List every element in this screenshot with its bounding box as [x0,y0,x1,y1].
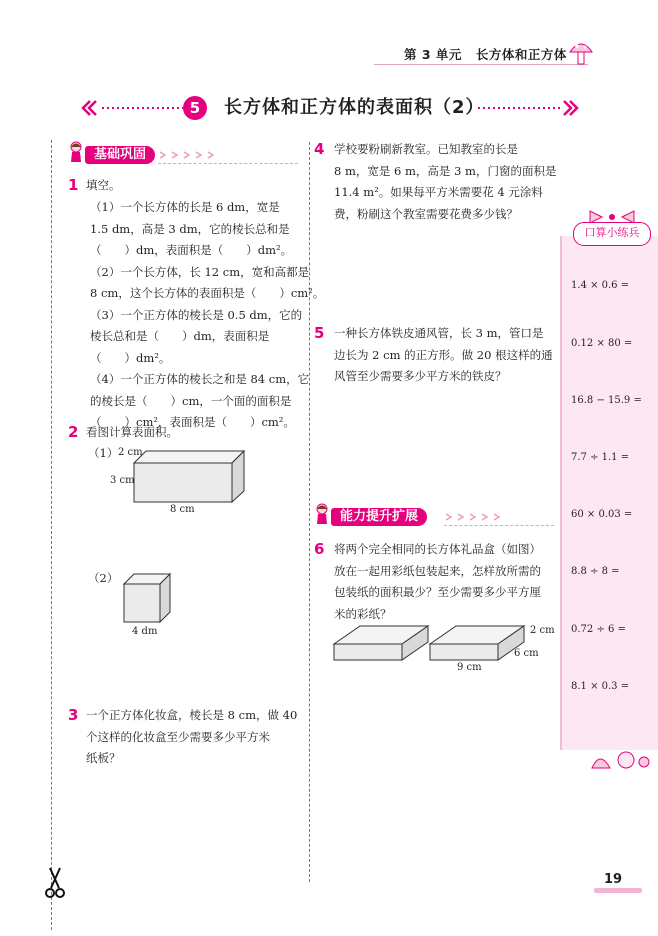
fig1-length-label: 8 cm [170,504,195,515]
scissors-icon [44,866,66,900]
question-5-body [334,323,554,388]
girl-mascot-icon [314,502,330,526]
header-divider [374,64,588,65]
question-2-number: 2 [68,423,79,441]
unit-header [404,45,567,63]
unit-label: 第 3 单元 [404,47,462,62]
q1-line: （4）一个正方体的棱长之和是 84 cm，它 [90,372,310,386]
section-tag-advanced: 能力提升扩展 [331,508,427,526]
column-divider [309,142,310,882]
girl-mascot-icon [68,140,84,164]
oral-practice-panel [562,236,658,750]
q3-line: 纸板？ [86,751,121,765]
q1-line: 8 cm，这个长方体的表面积是（ ）cm²。 [90,286,325,300]
q1-line: 的棱长是（ ）cm，一个面的面积是 [90,393,292,408]
oral-practice-title: 口算小练兵 [573,222,651,246]
figure-1-label: （1） [88,446,119,460]
fig1-height-label: 2 cm [118,447,143,458]
q5-line: 一种长方体铁皮通风管，长 3 m，管口是 [334,326,544,340]
q1-line: （1）一个长方体的长是 6 dm，宽是 [90,200,280,214]
question-4-number: 4 [314,140,325,158]
q1-line: （2）一个长方体，长 12 cm，宽和高都是 [90,264,310,279]
lesson-number-badge: 5 [183,96,207,120]
question-1-number: 1 [68,176,79,194]
q1-line: 1.5 dm，高是 3 dm，它的棱长总和是 [90,221,290,236]
q5-line: 边长为 2 cm 的正方形。做 20 根这样的通 [334,347,553,362]
oral-item: 0.72 ÷ 6 = [571,624,626,635]
question-6-number: 6 [314,540,325,558]
question-3-number: 3 [68,706,79,724]
q3-line: 一个正方体化妆盒，棱长是 8 cm，做 40 [86,708,298,722]
q1-line: （3）一个正方体的棱长是 0.5 dm，它的 [90,307,303,322]
q4-line: 11.4 m²。如果每平方米需要花 4 元涂料 [334,185,543,199]
tag-arrows-icon [158,151,228,159]
question-1-title: 填空。 [86,178,121,192]
question-5-number: 5 [314,324,325,342]
oral-item: 1.4 × 0.6 = [571,280,630,291]
fig-height-label: 2 cm [530,625,555,636]
q1-line: 棱长总和是（ ）dm，表面积是 [90,329,270,343]
oral-item: 60 × 0.03 = [571,509,633,520]
shell-decoration-icon [590,748,654,770]
q1-line: （ ）dm，表面积是（ ）dm²。 [90,243,293,257]
fig1-width-label: 3 cm [110,475,135,486]
page-number: 19 [604,872,623,887]
q4-line: 费，粉刷这个教室需要花费多少钱？ [334,206,518,221]
banner-arrow-left-icon [80,98,190,118]
oral-item: 7.7 ÷ 1.1 = [571,452,630,463]
question-1-body [90,197,325,434]
oral-item: 0.12 × 80 = [571,338,633,349]
question-4-body [334,139,557,225]
mushroom-decoration-icon [566,36,596,70]
q1-line: （ ）cm²，表面积是（ ）cm²。 [90,415,295,429]
q1-line: （ ）dm²。 [90,350,171,365]
oral-item: 8.8 ÷ 8 = [571,566,620,577]
cut-line [51,140,52,930]
gift-box-figure [428,622,528,662]
q3-line: 个这样的化妆盒至少需要多少平方米 [86,729,270,744]
section-tag-basic: 基础巩固 [85,146,155,164]
q6-line: 米的彩纸？ [334,606,392,621]
q6-line: 将两个完全相同的长方体礼品盒（如图） [334,542,541,556]
cube-figure [122,572,172,624]
cuboid-figure [132,449,247,504]
oral-item: 8.1 × 0.3 = [571,681,630,692]
fig-width-label: 6 cm [514,648,539,659]
q4-line: 学校要粉刷新教室。已知教室的长是 [334,142,518,156]
oral-item: 16.8 − 15.9 = [571,395,642,406]
banner-arrow-right-icon [476,98,580,118]
question-3-body [86,705,306,770]
gift-box-figure [332,622,432,662]
question-2-title: 看图计算表面积。 [86,425,178,439]
unit-title: 长方体和正方体 [475,47,567,62]
q6-line: 包装纸的面积最少？至少需要多少平方厘 [334,585,541,599]
q6-line: 放在一起用彩纸包装起来，怎样放所需的 [334,563,541,578]
page-number-bar [594,888,642,893]
q4-line: 8 m，宽是 6 m，高是 3 m，门窗的面积是 [334,163,557,178]
lesson-title: 长方体和正方体的表面积（2） [224,97,485,118]
tag-underline [444,525,554,526]
figure-2-label: （2） [88,571,119,585]
fig-length-label: 9 cm [457,662,482,673]
tag-underline [158,163,298,164]
fig2-edge-label: 4 dm [132,626,158,637]
question-6-body [334,539,556,625]
q5-line: 风管至少需要多少平方米的铁皮？ [334,369,507,383]
tag-arrows-icon [444,513,514,521]
